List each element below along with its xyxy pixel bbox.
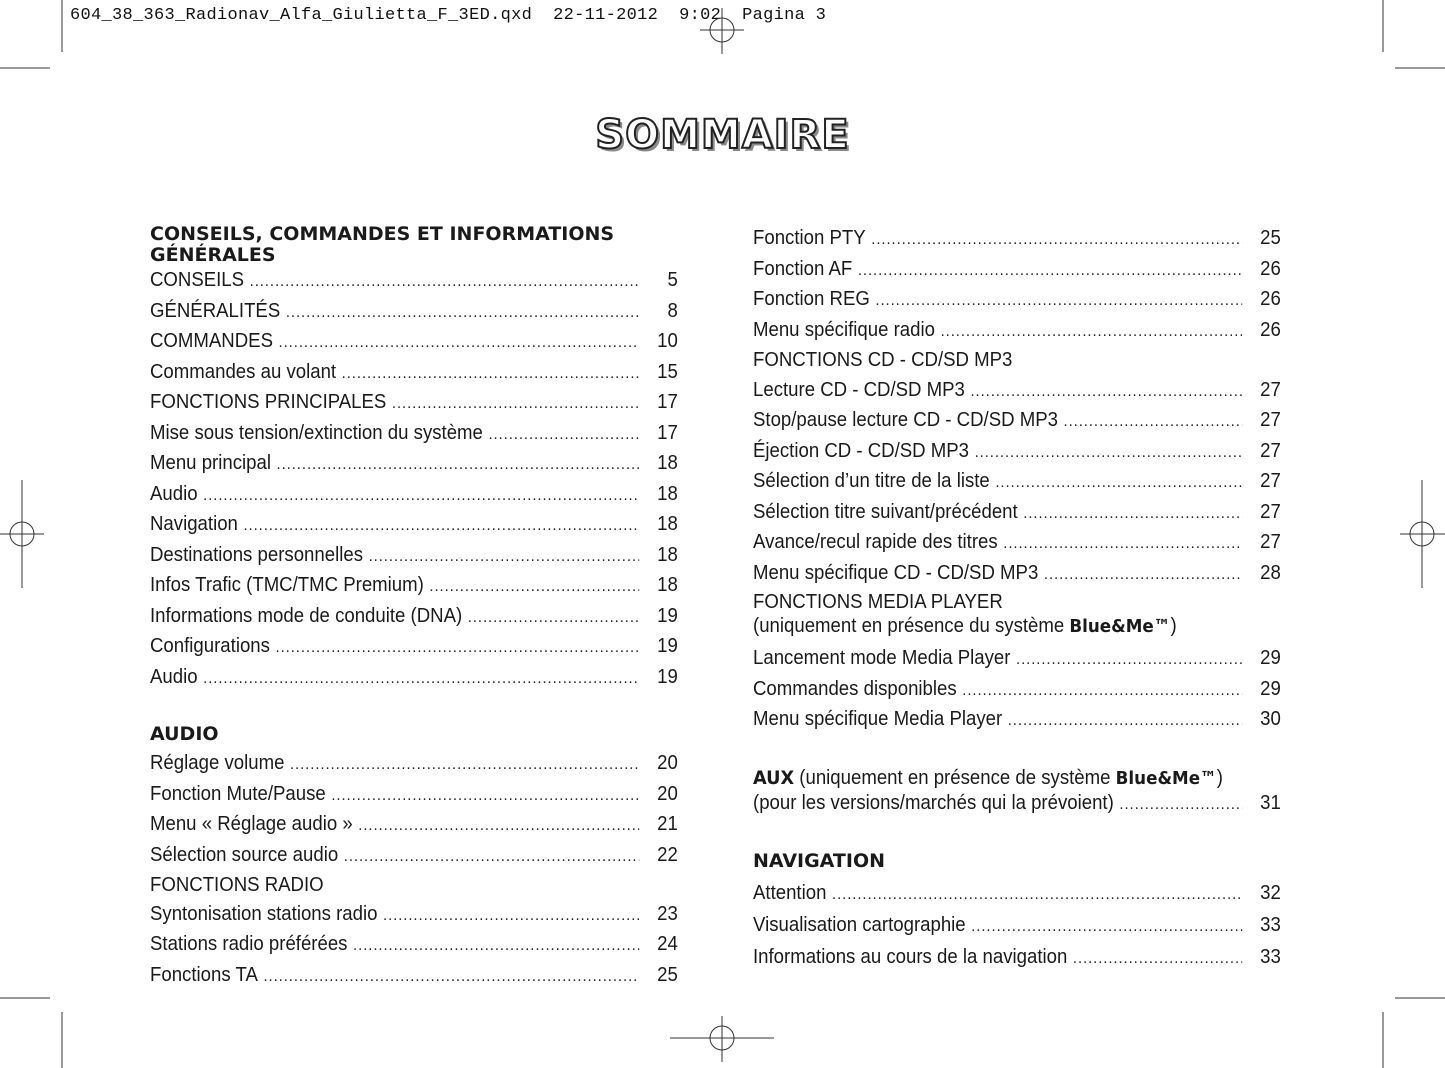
aux-heading-line: AUX (uniquement en présence de système Blue&Me™)	[753, 766, 1223, 789]
toc-entry[interactable]	[753, 376, 1281, 407]
dot-leader	[971, 911, 1242, 942]
dot-leader	[353, 932, 639, 961]
toc-entry[interactable]	[753, 910, 1281, 942]
toc-entry-label: Menu spécifique Media Player	[753, 708, 1003, 730]
toc-entry-label: Sélection titre suivant/précédent	[753, 500, 1018, 523]
media-player-note: (uniquement en présence du système Blue&Me™)	[753, 615, 1177, 637]
toc-entry-page: 32	[1260, 881, 1281, 904]
toc-entry-label: Visualisation cartographie	[753, 913, 966, 936]
toc-entry[interactable]	[150, 297, 678, 328]
toc-entry-page: 19	[657, 635, 678, 657]
toc-entry-label: Navigation	[150, 513, 238, 535]
toc-entry[interactable]	[150, 449, 678, 480]
toc-entry-page: 27	[1260, 500, 1281, 523]
toc-entry-label: CONSEILS	[150, 269, 245, 291]
toc-entry-page: 5	[667, 269, 678, 291]
toc-entry-label: (pour les versions/marchés qui la prévoient)	[753, 791, 1114, 814]
toc-entry-label: Audio	[150, 665, 198, 688]
toc-entry[interactable]	[150, 419, 678, 450]
dot-leader	[243, 512, 638, 541]
dot-leader	[383, 902, 639, 931]
toc-entry-page: 26	[1260, 257, 1281, 280]
toc-entry-page: 18	[657, 482, 678, 505]
toc-left-column	[150, 224, 678, 991]
dot-leader	[290, 751, 639, 780]
dot-leader	[1064, 407, 1242, 437]
toc-entry-page: 19	[657, 604, 678, 627]
toc-entry-label: GÉNÉRALITÉS	[150, 299, 281, 322]
dot-leader	[279, 329, 639, 358]
toc-entry[interactable]	[150, 480, 678, 511]
dot-leader	[392, 390, 639, 419]
toc-entry[interactable]	[753, 467, 1281, 498]
toc-entry-page: 27	[1260, 378, 1281, 401]
toc-entry-label: Commandes disponibles	[753, 677, 957, 700]
toc-entry-page: 33	[1260, 945, 1281, 968]
toc-entry[interactable]	[753, 559, 1281, 590]
toc-entry-label: Informations mode de conduite (DNA)	[150, 604, 463, 627]
dot-leader	[1008, 706, 1242, 736]
toc-entry-label: Avance/recul rapide des titres	[753, 531, 998, 553]
toc-entry-label: Attention	[753, 881, 827, 904]
toc-entry-label: Lancement mode Media Player	[753, 647, 1011, 669]
subsection-heading-media: FONCTIONS MEDIA PLAYER	[753, 591, 1003, 613]
dot-leader	[941, 317, 1242, 347]
toc-entry-page: 8	[667, 299, 678, 322]
toc-list-audio	[150, 749, 678, 871]
section-heading-audio: AUDIO	[150, 723, 219, 745]
toc-entry-page: 26	[1260, 288, 1281, 310]
registration-mark-left	[0, 480, 44, 588]
dot-leader	[250, 268, 639, 297]
toc-entry-label: Fonction Mute/Pause	[150, 782, 326, 805]
subsection-heading-radio: FONCTIONS RADIO	[150, 874, 324, 896]
page-title: SOMMAIRE	[595, 112, 850, 158]
toc-entry-page: 29	[1260, 647, 1281, 669]
dot-leader	[1023, 499, 1242, 529]
subsection-heading-cd: FONCTIONS CD - CD/SD MP3	[753, 349, 1013, 371]
registration-mark-bottom	[670, 1016, 774, 1062]
toc-entry-page: 18	[657, 452, 678, 474]
toc-entry[interactable]	[753, 528, 1281, 559]
toc-entry-label: COMMANDES	[150, 330, 273, 352]
toc-entry[interactable]	[150, 632, 678, 663]
toc-entry[interactable]	[753, 437, 1281, 468]
toc-entry-label: Configurations	[150, 635, 270, 657]
toc-list-radio-cont	[753, 224, 1281, 346]
toc-entry-label: Fonction AF	[753, 257, 853, 280]
toc-entry-page: 17	[657, 421, 678, 444]
toc-entry-label: Infos Trafic (TMC/TMC Premium)	[150, 574, 424, 596]
toc-entry-page: 18	[657, 513, 678, 535]
toc-entry-label: Menu principal	[150, 452, 271, 474]
toc-entry[interactable]	[150, 327, 678, 358]
dot-leader	[1119, 793, 1241, 817]
toc-entry[interactable]	[753, 942, 1281, 974]
toc-entry[interactable]	[753, 705, 1281, 736]
toc-entry[interactable]	[150, 541, 678, 572]
registration-mark-top	[700, 8, 744, 54]
toc-entry-page: 25	[657, 963, 678, 986]
dot-leader	[203, 482, 639, 511]
dot-leader	[875, 286, 1241, 316]
dot-leader	[1073, 943, 1242, 974]
dot-leader	[871, 225, 1242, 255]
toc-entry[interactable]	[150, 961, 678, 992]
toc-list-cd	[753, 376, 1281, 590]
dot-leader	[277, 451, 639, 480]
toc-entry-label: Menu « Réglage audio »	[150, 813, 353, 835]
dot-leader	[1003, 529, 1242, 559]
dot-leader	[344, 843, 639, 872]
toc-entry[interactable]	[753, 791, 1281, 817]
toc-entry-page: 18	[657, 574, 678, 596]
toc-entry-page: 22	[657, 843, 678, 866]
toc-entry-label: Stations radio préférées	[150, 933, 348, 955]
toc-list-navigation	[753, 878, 1281, 974]
toc-entry-label: Réglage volume	[150, 752, 285, 774]
toc-entry-label: Menu spécifique CD - CD/SD MP3	[753, 561, 1039, 584]
toc-entry[interactable]	[753, 675, 1281, 706]
toc-entry[interactable]	[753, 406, 1281, 437]
toc-entry[interactable]	[753, 316, 1281, 347]
dot-leader	[1044, 560, 1242, 590]
dot-leader	[203, 665, 639, 694]
toc-entry-page: 30	[1260, 708, 1281, 730]
toc-entry[interactable]	[150, 266, 678, 297]
toc-entry-page: 10	[657, 330, 678, 352]
toc-list-aux	[753, 791, 1281, 817]
toc-entry-label: FONCTIONS PRINCIPALES	[150, 391, 387, 413]
toc-entry[interactable]	[150, 930, 678, 961]
section-heading-general: CONSEILS, COMMANDES ET INFORMATIONS GÉNÉRALES	[150, 223, 615, 266]
toc-entry-page: 20	[657, 752, 678, 774]
blue-me-brand: Blue&Me™	[1069, 616, 1171, 637]
toc-entry-page: 20	[657, 782, 678, 805]
toc-right-column	[753, 224, 1281, 974]
dot-leader	[858, 256, 1242, 286]
toc-entry-label: Fonctions TA	[150, 963, 258, 986]
dot-leader	[286, 299, 639, 328]
toc-entry[interactable]	[150, 900, 678, 931]
dot-leader	[975, 438, 1242, 468]
toc-entry-page: 28	[1260, 561, 1281, 584]
toc-entry-page: 27	[1260, 439, 1281, 462]
toc-entry-label: Mise sous tension/extinction du système	[150, 421, 483, 444]
toc-entry-label: Fonction REG	[753, 288, 870, 310]
toc-entry[interactable]	[150, 358, 678, 389]
toc-entry-page: 21	[657, 813, 678, 835]
toc-entry[interactable]	[150, 602, 678, 633]
toc-entry[interactable]	[753, 644, 1281, 675]
toc-list-radio	[150, 900, 678, 992]
toc-entry[interactable]	[753, 255, 1281, 286]
toc-entry[interactable]	[150, 571, 678, 602]
dot-leader	[263, 963, 638, 992]
section-heading-navigation: NAVIGATION	[753, 849, 885, 872]
toc-entry-page: 33	[1260, 913, 1281, 936]
toc-entry-page: 18	[657, 543, 678, 566]
toc-entry-label: Syntonisation stations radio	[150, 902, 378, 925]
registration-mark-right	[1400, 480, 1445, 588]
toc-entry[interactable]	[753, 878, 1281, 910]
toc-entry-page: 29	[1260, 677, 1281, 700]
toc-entry[interactable]	[150, 663, 678, 694]
toc-entry-page: 17	[657, 391, 678, 413]
dot-leader	[1016, 645, 1242, 675]
dot-leader	[962, 676, 1242, 706]
toc-entry-label: Éjection CD - CD/SD MP3	[753, 439, 970, 462]
dot-leader	[276, 634, 639, 663]
toc-entry-label: Lecture CD - CD/SD MP3	[753, 378, 965, 401]
toc-entry-label: Destinations personnelles	[150, 543, 363, 566]
file-slug: 604_38_363_Radionav_Alfa_Giulietta_F_3ED.qxd 22-11-2012 9:02 Pagina 3	[70, 6, 827, 25]
toc-entry[interactable]	[150, 841, 678, 872]
section-heading-aux: AUX	[753, 766, 795, 789]
dot-leader	[995, 468, 1241, 498]
dot-leader	[331, 782, 638, 811]
toc-entry-page: 31	[1260, 791, 1281, 814]
toc-entry[interactable]	[753, 285, 1281, 316]
toc-entry-label: Fonction PTY	[753, 227, 866, 249]
toc-entry[interactable]	[150, 780, 678, 811]
toc-entry-label: Sélection source audio	[150, 843, 339, 866]
toc-entry-label: Informations au cours de la navigation	[753, 945, 1068, 968]
toc-entry[interactable]	[753, 498, 1281, 529]
dot-leader	[488, 421, 638, 450]
toc-entry-label: Sélection d’un titre de la liste	[753, 470, 990, 492]
toc-entry-page: 27	[1260, 409, 1281, 431]
dot-leader	[832, 879, 1242, 910]
toc-entry[interactable]	[150, 388, 678, 419]
toc-entry[interactable]	[150, 810, 678, 841]
dot-leader	[342, 360, 639, 389]
dot-leader	[358, 812, 639, 841]
toc-entry[interactable]	[753, 224, 1281, 255]
dot-leader	[970, 377, 1241, 407]
toc-entry-page: 25	[1260, 227, 1281, 249]
toc-entry-label: Commandes au volant	[150, 360, 337, 383]
toc-list-media	[753, 644, 1281, 736]
toc-entry-page: 26	[1260, 318, 1281, 341]
toc-entry-page: 23	[657, 902, 678, 925]
toc-entry-label: Audio	[150, 482, 198, 505]
toc-entry-label: Stop/pause lecture CD - CD/SD MP3	[753, 409, 1058, 431]
toc-entry-page: 27	[1260, 531, 1281, 553]
toc-list-general	[150, 266, 678, 693]
blue-me-brand: Blue&Me™	[1115, 767, 1217, 789]
toc-entry-page: 19	[657, 665, 678, 688]
toc-entry[interactable]	[150, 749, 678, 780]
toc-entry-page: 27	[1260, 470, 1281, 492]
dot-leader	[429, 573, 638, 602]
toc-entry-page: 24	[657, 933, 678, 955]
dot-leader	[369, 543, 639, 572]
dot-leader	[468, 604, 639, 633]
toc-entry[interactable]	[150, 510, 678, 541]
toc-entry-page: 15	[657, 360, 678, 383]
toc-entry-label: Menu spécifique radio	[753, 318, 935, 341]
